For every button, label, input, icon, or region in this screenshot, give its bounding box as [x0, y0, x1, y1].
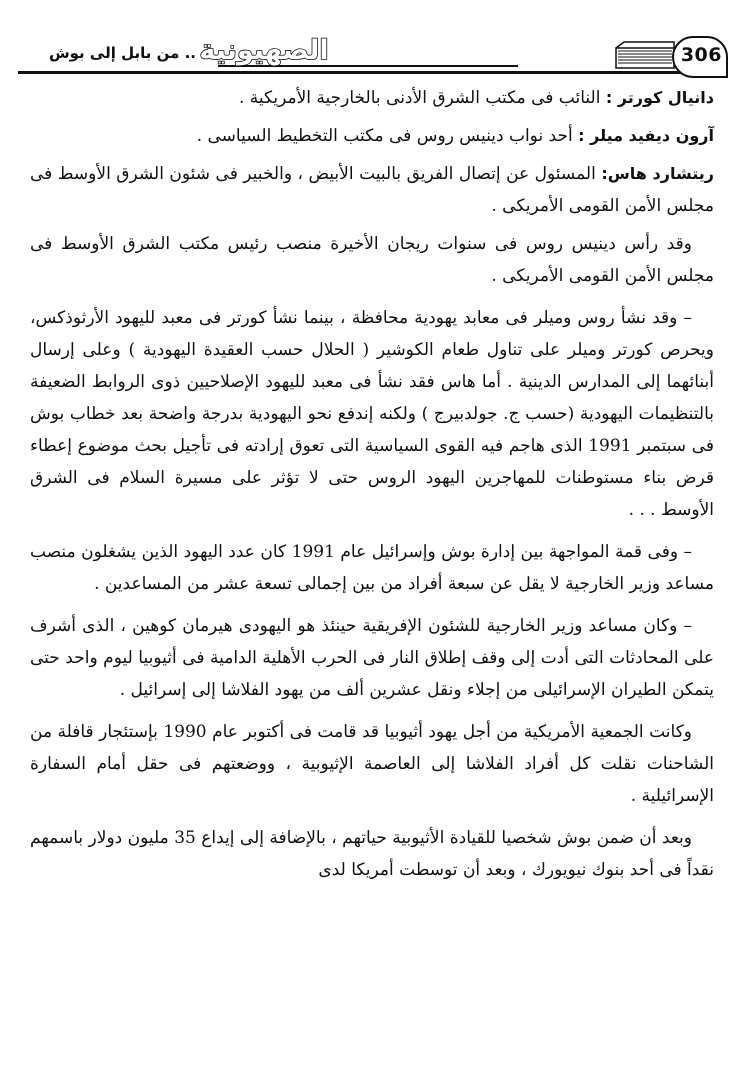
entry-name: ريتشارد هاس:	[601, 164, 715, 183]
paragraph: وكانت الجمعية الأمريكية من أجل يهود أثيوبيا قد قامت فى أكتوبر عام 1990 بإستئجار قافلة من الشاحنات نقلت كل أفراد الفلاشا إلى العاصمة الإثيوبية ، ووضعتهم فى حقل أمام السفارة الإسرائيلية .	[30, 722, 714, 806]
paragraph: وقد رأس دينيس روس فى سنوات ريجان الأخيرة منصب رئيس مكتب الشرق الأوسط فى مجلس الأمن القومى الأمريكى .	[30, 234, 714, 286]
paragraph: وبعد أن ضمن بوش شخصيا للقيادة الأثيوبية حياتهم ، بالإضافة إلى إيداع 35 مليون دولار باسمهم نقداً فى أحد بنوك نيويورك ، وبعد أن توسطت أمريكا لدى	[30, 828, 714, 880]
entry-text: النائب فى مكتب الشرق الأدنى بالخارجية الأمريكية .	[238, 88, 601, 108]
paragraph: – وفى قمة المواجهة بين إدارة بوش وإسرائيل عام 1991 كان عدد اليهود الذين يشغلون منصب مساعد وزير الخارجية لا يقل عن سبعة أفراد من بين إجمالى تسعة عشر من المساعدين .	[30, 542, 714, 594]
paragraph: – وقد نشأ روس وميلر فى معابد يهودية محافظة ، بينما نشأ كورتر فى معبد لليهود الأرثوذكس، ويحرص كورتر وميلر على تناول طعام الكوشير ( الحلال حسب العقيدة اليهودية ) وعلى إرسال أبنائهما إلى المدارس الدينية . أما هاس فقد نشأ فى معبد لليهود الإصلاحيين ذوى الروابط الضعيفة بالتنظيمات اليهودية (حسب ج. جولدبيرج ) ولكنه إندفع نحو اليهودية بدرجة واضحة بعد خطاب بوش فى سبتمبر 1991 الذى هاجم فيه القوى السياسية التى تعوق إرادته فى تأجيل بحث موضوع إعطاء قرض بناء مستوطنات للمهاجرين اليهود الروس حتى لا تؤثر على مسيرة السلام فى الشرق الأوسط . . .	[30, 308, 714, 520]
page-number-badge	[610, 36, 728, 74]
page-number: 306	[680, 44, 722, 66]
entry-text: أحد نواب دينيس روس فى مكتب التخطيط السياسى .	[196, 126, 573, 146]
running-header	[18, 28, 728, 76]
page-body	[30, 82, 714, 896]
entry-name: دانيال كورتر :	[605, 88, 714, 107]
entry-text: المسئول عن إتصال الفريق بالبيت الأبيض ، والخبير فى شئون الشرق الأوسط فى مجلس الأمن القومى الأمريكى .	[30, 164, 714, 216]
entry-name: آرون ديفيد ميلر :	[578, 126, 714, 145]
entry-kortzer	[30, 82, 714, 114]
open-book-icon	[614, 38, 676, 72]
paragraph: – وكان مساعد وزير الخارجية للشئون الإفريقية حينئذ هو اليهودى هيرمان كوهين ، الذى أشرف على المحادثات التى أدت إلى وقف إطلاق النار فى الحرب الأهلية الدامية فى أثيوبيا ليوم واحد حتى يتمكن الطيران الإسرائيلى من إجلاء ونقل عشرين ألف من يهود الفلاشا إلى إسرائيل .	[30, 616, 714, 700]
entry-miller	[30, 120, 714, 152]
entry-haass	[30, 158, 714, 222]
book-subtitle: .. من بابل إلى بوش	[48, 44, 196, 62]
book-title: الصهيونية	[199, 35, 329, 66]
